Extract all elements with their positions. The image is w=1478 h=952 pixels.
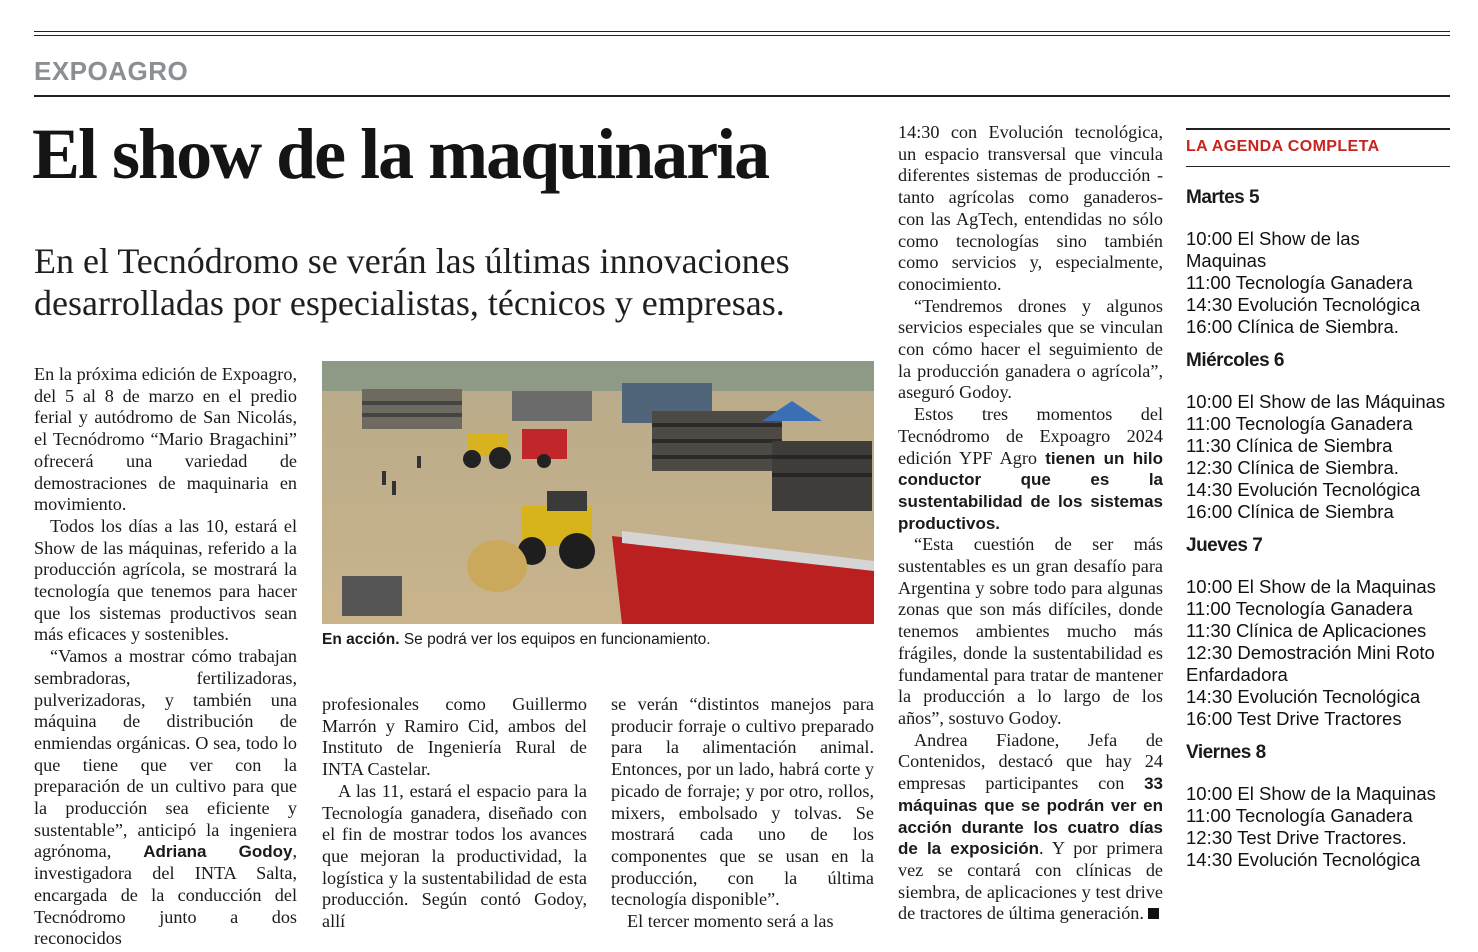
end-of-article-icon (1148, 908, 1159, 919)
caption-lead: En acción. (322, 631, 400, 648)
body-column-2 (322, 694, 587, 933)
paragraph-text: . Y por primera vez se contará con clínicas de siembra, de aplicaciones y test drive de tractores de última generación. (898, 838, 1163, 924)
agenda-item: 11:00 Tecnología Ganadera (1186, 598, 1413, 619)
agenda-item: 14:30 Evolución Tecnológica (1186, 849, 1421, 870)
paragraph: se verán “distintos manejos para producir forraje o cultivo preparado para la alimentación animal. Entonces, por un lado, habrá corte y picado de forraje; y por otro, rollos, mixers, embolsado y tolvas. Se mostrará cada uno de los componentes que se usan en la producción, con la última tecnología disponible”. (611, 694, 874, 910)
agenda-item: 16:00 Test Drive Tractores (1186, 708, 1402, 729)
paragraph (898, 730, 1163, 925)
agenda-item: 11:00 Tecnología Ganadera (1186, 272, 1413, 293)
paragraph: “Tendremos drones y algunos servicios especiales que se vinculan con cómo hacer el seguimiento de la producción ganadera o agrícola”, aseguró Godoy. (898, 295, 1163, 403)
headline: El show de la maquinaria (32, 114, 769, 194)
section-rule (34, 95, 1450, 97)
agenda-day-martes (1186, 187, 1452, 338)
body-column-1 (34, 364, 297, 950)
paragraph: 14:30 con Evolución tecnológica, un espacio transversal que vincula diferentes sistemas de producción -tanto agrícolas como ganaderos- con las AgTech, entendidas no sólo como tecnologías sino también como servicios y, especialmente, conocimiento. (898, 122, 1163, 294)
day-title: Viernes 8 (1186, 742, 1266, 763)
agenda-day-jueves (1186, 535, 1452, 730)
paragraph-text: Estos tres momentos del Tecnódromo de Expoagro 2024 edición YPF Agro (898, 404, 1163, 468)
paragraph: El tercer momento será a las (627, 911, 834, 932)
paragraph-text: Andrea Fiadone, Jefa de Contenidos, destacó que hay 24 empresas participantes con (898, 729, 1163, 794)
highlight-text: tienen un hilo conductor que es la sustentabilidad de los sistemas productivos. (898, 448, 1163, 533)
paragraph: A las 11, estará el espacio para la Tecnología ganadera, diseñado con el fin de mostrar todos los avances que mejoran la productividad, la logística y la sustentabilidad de esta producción. Según contó Godoy, allí (322, 780, 587, 932)
section-label: EXPOAGRO (34, 56, 189, 86)
agenda-item: 14:30 Evolución Tecnológica (1186, 686, 1421, 707)
caption-text: Se podrá ver los equipos en funcionamiento. (399, 631, 711, 648)
agenda-item: 16:00 Clínica de Siembra (1186, 501, 1394, 522)
top-double-rule-b (34, 35, 1450, 36)
agenda-item: 12:30 Test Drive Tractores. (1186, 827, 1407, 848)
agenda-title: LA AGENDA COMPLETA (1186, 138, 1380, 155)
day-title: Martes 5 (1186, 187, 1260, 208)
quote-text: “Vamos a mostrar cómo trabajan sembradoras, fertilizadoras, pulverizadoras, y también una máquina de distribución de enmiendas orgánicas. O sea, todo lo que tiene que ver con la preparación de un cultivo para que la producción sea eficiente y sustentable”, anticipó la ingeniera agrónoma, (34, 646, 297, 862)
agenda-sidebar (1186, 128, 1452, 871)
photo-caption (322, 631, 882, 649)
agenda-item: 10:00 El Show de las Máquinas (1186, 391, 1446, 412)
agenda-day-miercoles (1186, 350, 1452, 523)
agenda-item: 10:00 El Show de la Maquinas (1186, 783, 1436, 804)
agenda-day-viernes (1186, 742, 1452, 871)
agenda-item: 11:30 Clínica de Siembra (1186, 435, 1393, 456)
body-column-3 (611, 694, 874, 933)
agenda-item: 14:30 Evolución Tecnológica (1186, 294, 1421, 315)
agenda-item: 11:00 Tecnología Ganadera (1186, 413, 1413, 434)
article-photo (322, 361, 874, 624)
agenda-item: 16:00 Clínica de Siembra. (1186, 316, 1399, 337)
paragraph: “Esta cuestión de ser más sustentables es un gran desafío para Argentina y sobre todo para algunas zonas que son más difíciles, donde tenemos ambientes mucho más frágiles, donde la sustentabilidad es fundamental para tratar de mantener la producción a lo largo de los años”, sostuvo Godoy. (898, 534, 1163, 728)
day-title: Miércoles 6 (1186, 350, 1284, 371)
paragraph (898, 404, 1163, 534)
day-title: Jueves 7 (1186, 535, 1263, 556)
quote-continuation: , investigadora del INTA Salta, encargada de la conducción del Tecnódromo junto a dos reconocidos (34, 841, 297, 949)
agenda-item: 11:30 Clínica de Aplicaciones (1186, 620, 1427, 641)
agenda-item: 11:00 Tecnología Ganadera (1186, 805, 1413, 826)
agenda-item: 14:30 Evolución Tecnológica (1186, 479, 1421, 500)
paragraph: profesionales como Guillermo Marrón y Ramiro Cid, ambos del Instituto de Ingeniería Rural de INTA Castelar. (322, 694, 587, 780)
paragraph: Todos los días a las 10, estará el Show de las máquinas, referido a la producción agrícola, se mostrará la tecnología que tenemos para hacer que los sistemas productivos sean más eficaces y sostenibles. (34, 515, 297, 645)
body-column-4 (898, 122, 1163, 925)
paragraph (34, 646, 297, 950)
deck-subheading: En el Tecnódromo se verán las últimas innovaciones desarrolladas por especialistas, técnicos y empresas. (34, 241, 790, 323)
agenda-item: 10:00 El Show de las Maquinas (1186, 228, 1360, 271)
agenda-item: 12:30 Clínica de Siembra. (1186, 457, 1399, 478)
agenda-item: 12:30 Demostración Mini Roto Enfardadora (1186, 642, 1435, 685)
field-machinery-photo (322, 361, 874, 624)
paragraph: En la próxima edición de Expoagro, del 5 al 8 de marzo en el predio ferial y autódromo de San Nicolás, el Tecnódromo “Mario Bragachini” ofrecerá una variedad de demostraciones de maquinaria en movimiento. (34, 364, 297, 515)
highlight-text: 33 máquinas que se podrán ver en acción durante los cuatro días de la exposición (898, 774, 1163, 859)
agenda-item: 10:00 El Show de la Maquinas (1186, 576, 1436, 597)
top-double-rule-a (34, 31, 1450, 32)
person-name: Adriana Godoy (143, 842, 293, 862)
